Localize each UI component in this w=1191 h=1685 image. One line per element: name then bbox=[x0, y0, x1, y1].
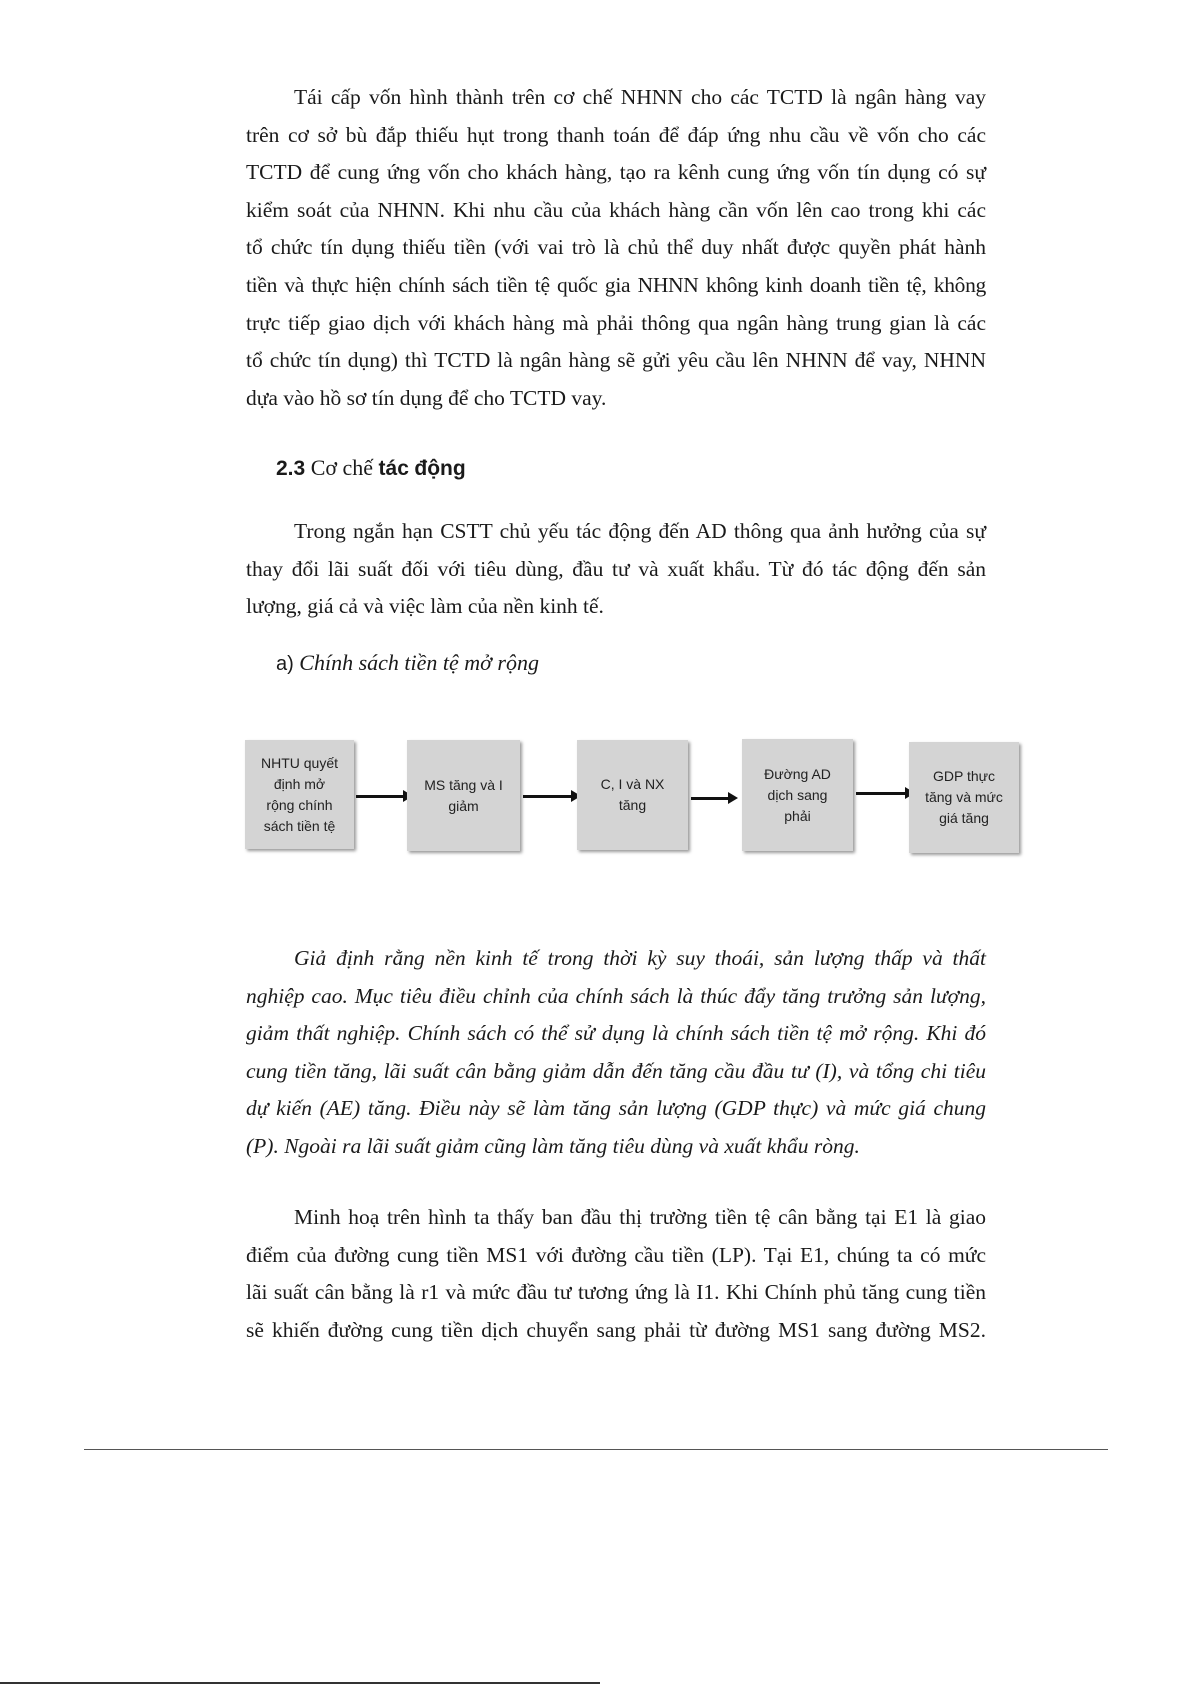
text-line: thay đổi lãi suất đối với tiêu dùng, đầu tư và xuất khẩu. Từ đó tác động đến sản bbox=[246, 556, 986, 581]
section-title-part: tác bbox=[378, 457, 409, 480]
text-line: Giả định rằng nền kinh tế trong thời kỳ suy thoái, sản lượng thấp và thất bbox=[294, 946, 986, 970]
section-heading bbox=[276, 455, 466, 481]
text-line: dự kiến (AE) tăng. Điều này sẽ làm tăng sản lượng (GDP thực) và mức giá chung bbox=[246, 1096, 986, 1121]
flow-box-line: định mở bbox=[273, 775, 326, 792]
flow-box-line: Đường AD bbox=[764, 765, 831, 782]
text-line: lãi suất cân bằng là r1 và mức đầu tư tương ứng là I1. Khi Chính phủ tăng cung tiền bbox=[246, 1280, 986, 1305]
flow-box-line: GDP thực bbox=[932, 768, 995, 784]
flow-box-line: rộng chính bbox=[266, 796, 333, 813]
flow-box-line: giá tăng bbox=[939, 810, 989, 826]
text-line: Tái cấp vốn hình thành trên cơ chế NHNN cho các TCTD là ngân hàng vay bbox=[294, 85, 986, 109]
flow-box-line: NHTU quyết bbox=[260, 754, 339, 771]
text-line: dựa vào hồ sơ tín dụng để cho TCTD vay. bbox=[246, 385, 607, 410]
flow-arrow bbox=[356, 795, 404, 798]
text-line: trực tiếp giao dịch với khách hàng mà phải thông qua ngân hàng trung gian là các bbox=[246, 310, 986, 335]
text-line: (P). Ngoài ra lãi suất giảm cũng làm tăng tiêu dùng và xuất khẩu ròng. bbox=[246, 1133, 860, 1158]
flow-box-line: tăng bbox=[618, 797, 647, 813]
subsection-heading bbox=[276, 650, 539, 676]
flow-arrow bbox=[856, 792, 906, 795]
paragraph-refinancing bbox=[246, 79, 986, 417]
text-line: trên cơ sở bù đắp thiếu hụt trong thanh toán để đáp ứng nhu cầu về vốn cho các bbox=[246, 122, 986, 147]
flow-box-line: C, I và NX bbox=[600, 776, 665, 792]
paragraph-assumption bbox=[246, 940, 986, 1166]
flow-box-gdp bbox=[909, 742, 1019, 853]
flow-box-line: sách tiền tệ bbox=[263, 817, 336, 834]
text-line: cung tiền tăng, lãi suất cân bằng giảm dẫn đến tăng cầu đầu tư (I), và tổng chi tiêu bbox=[246, 1058, 986, 1083]
flow-box-spending bbox=[577, 740, 688, 850]
flow-arrow bbox=[523, 795, 572, 798]
text-line: Minh hoạ trên hình ta thấy ban đầu thị trường tiền tệ cân bằng tại E1 là giao bbox=[294, 1205, 986, 1229]
text-line: tổ chức tín dụng) thì TCTD là ngân hàng sẽ gửi yêu cầu lên NHNN để vay, NHNN bbox=[246, 348, 986, 373]
flow-box-ad-shift bbox=[742, 739, 853, 851]
flow-box-line: dịch sang bbox=[767, 786, 828, 803]
flow-arrow bbox=[691, 797, 729, 800]
text-line: lượng, giá cả và việc làm của nền kinh tế. bbox=[246, 594, 604, 619]
flow-box-central-bank bbox=[245, 740, 354, 849]
subsection-title: Chính sách tiền tệ mở rộng bbox=[299, 650, 539, 675]
paragraph-mechanism bbox=[246, 513, 986, 626]
text-line: kiểm soát của NHNN. Khi nhu cầu của khách hàng cần vốn lên cao trong khi các bbox=[246, 197, 986, 222]
section-number: 2.3 bbox=[276, 457, 306, 480]
flow-box-line: phải bbox=[784, 807, 811, 824]
text-line: tổ chức tín dụng thiếu tiền (với vai trò là chủ thể duy nhất được quyền phát hành bbox=[246, 235, 986, 260]
bottom-divider bbox=[0, 1682, 600, 1684]
footer-divider bbox=[84, 1449, 1108, 1450]
text-line: Trong ngắn hạn CSTT chủ yếu tác động đến AD thông qua ảnh hưởng của sự bbox=[294, 519, 986, 543]
text-line: nghiệp cao. Mục tiêu điều chỉnh của chính sách là thúc đẩy tăng trưởng sản lượng, bbox=[246, 983, 986, 1008]
flow-box-line: tăng và mức bbox=[925, 789, 1003, 805]
text-line: sẽ khiến đường cung tiền dịch chuyển sang phải từ đường MS1 sang đường MS2. bbox=[246, 1317, 986, 1342]
section-title-part: Cơ chế bbox=[310, 455, 374, 480]
section-title-part: động bbox=[414, 457, 466, 480]
text-line: TCTD để cung ứng vốn cho khách hàng, tạo ra kênh cung ứng vốn tín dụng có sự bbox=[246, 160, 986, 185]
flow-box-money-supply bbox=[407, 740, 520, 851]
paragraph-illustration bbox=[246, 1199, 986, 1349]
text-line: điểm của đường cung tiền MS1 với đường cầu tiền (LP). Tại E1, chúng ta có mức bbox=[246, 1242, 986, 1267]
flow-box-line: giảm bbox=[448, 797, 479, 814]
subsection-label: a) bbox=[276, 653, 294, 675]
text-line: tiền và thực hiện chính sách tiền tệ quốc gia NHNN không kinh doanh tiền tệ, không bbox=[246, 272, 986, 297]
flow-box-line: MS tăng và I bbox=[424, 776, 503, 793]
text-line: giảm thất nghiệp. Chính sách có thể sử dụng là chính sách tiền tệ mở rộng. Khi đó bbox=[246, 1021, 986, 1046]
